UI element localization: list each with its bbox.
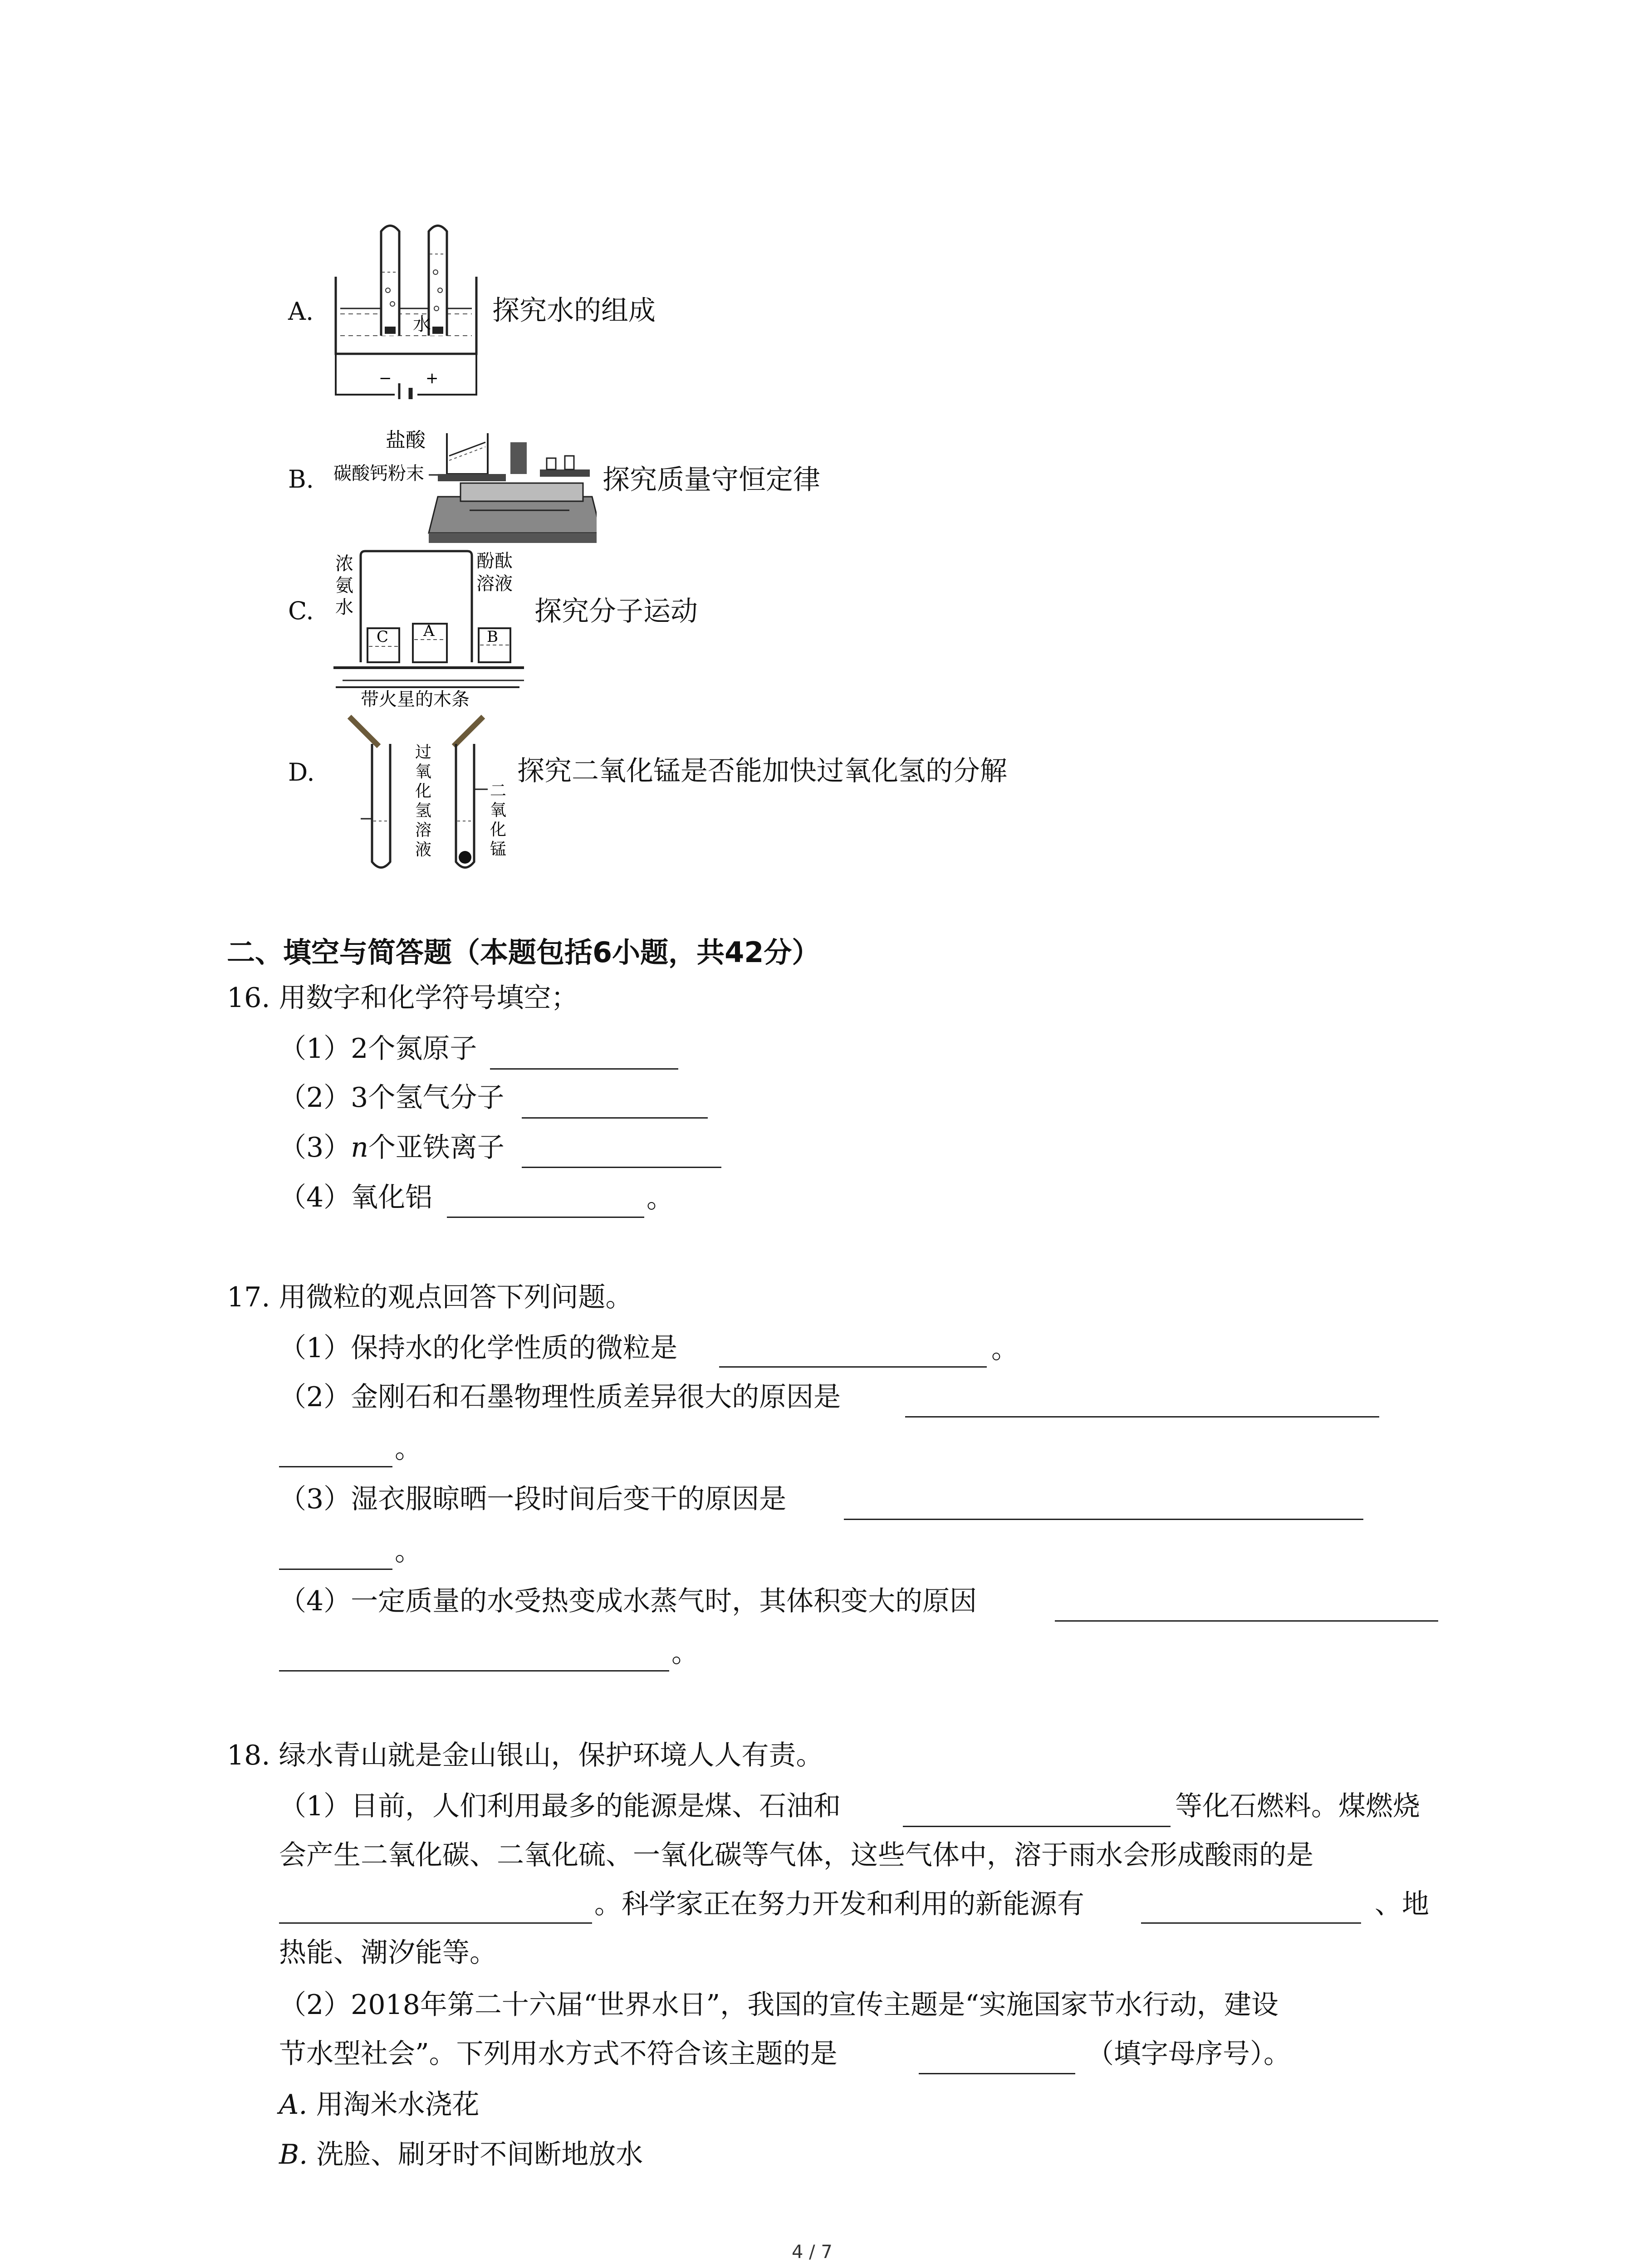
q18-p1-line1-a: （1）目前，人们利用最多的能源是煤、石油和 <box>279 1790 841 1822</box>
q17-item-4: （4）一定质量的水受热变成水蒸气时，其体积变大的原因 <box>279 1585 977 1617</box>
minus-label: − <box>379 369 392 387</box>
q18-choice-b-text: 洗脸、刷牙时不间断地放水 <box>316 2139 643 2170</box>
page-number: 4 / 7 <box>792 2242 833 2263</box>
q17-blank-2a[interactable] <box>905 1416 1379 1418</box>
q17-blank-4b[interactable] <box>279 1670 669 1672</box>
q16-blank-3[interactable] <box>522 1167 721 1168</box>
q16-blank-4[interactable] <box>447 1217 644 1218</box>
q17-end-3: 。 <box>395 1535 422 1567</box>
mno2-char-1: 二 <box>490 782 507 800</box>
powder-label: 碳酸钙粉末 <box>333 463 424 484</box>
q17-blank-2b[interactable] <box>279 1466 392 1467</box>
h2o2-char-5: 溶 <box>415 821 432 840</box>
acid-label: 盐酸 <box>386 429 426 452</box>
q16-stem: 16. 用数字和化学符号填空； <box>227 982 578 1014</box>
q18-choice-a <box>279 2089 480 2121</box>
q16-end-mark: 。 <box>647 1183 674 1214</box>
q17-item-2: （2）金刚石和石墨物理性质差异很大的原因是 <box>279 1381 841 1413</box>
q18-p1-line3-b: 、地 <box>1375 1888 1429 1920</box>
mno2-char-4: 锰 <box>490 840 507 859</box>
q18-p2-line2-a: 节水型社会”。下列用水方式不符合该主题的是 <box>279 2038 838 2070</box>
q18-blank-energy[interactable] <box>1141 1922 1361 1924</box>
q17-end-1: 。 <box>991 1333 1019 1365</box>
q17-blank-3a[interactable] <box>844 1519 1363 1520</box>
q18-blank-fossil[interactable] <box>903 1826 1171 1827</box>
electrolysis-figure <box>327 218 490 399</box>
ammonia-label-3: 水 <box>335 597 353 618</box>
q16-item-4: （4）氧化铝 <box>279 1182 433 1213</box>
q18-stem: 18. 绿水青山就是金山银山，保护环境人人有责。 <box>227 1740 823 1771</box>
q18-p1-line3-a: 。科学家正在努力开发和利用的新能源有 <box>594 1888 1084 1920</box>
q18-blank-choice[interactable] <box>919 2073 1075 2074</box>
q16-item-3-suffix: 个亚铁离子 <box>368 1132 505 1163</box>
q16-item-1: （1）2个氮原子 <box>279 1033 477 1065</box>
q18-blank-acid[interactable] <box>279 1922 592 1924</box>
q18-p1-line4: 热能、潮汐能等。 <box>279 1937 497 1969</box>
stick-label: 带火星的木条 <box>361 689 470 710</box>
beaker-c-label: C <box>377 628 389 646</box>
plus-label: + <box>426 369 439 387</box>
q16-item-3-var: n <box>351 1132 368 1163</box>
h2o2-char-1: 过 <box>415 743 432 762</box>
option-b-letter: B. <box>288 465 314 494</box>
h2o2-char-2: 氧 <box>415 763 432 781</box>
phenol-label-2: 溶液 <box>476 573 513 594</box>
q16-item-3 <box>279 1134 505 1161</box>
q16-item-2: （2）3个氢气分子 <box>279 1082 505 1114</box>
h2o2-char-4: 氢 <box>415 802 432 820</box>
h2o2-char-3: 化 <box>415 782 432 801</box>
q17-item-3: （3）湿衣服晾晒一段时间后变干的原因是 <box>279 1483 787 1515</box>
option-b-caption: 探究质量守恒定律 <box>603 464 820 496</box>
q17-blank-4a[interactable] <box>1055 1620 1438 1622</box>
mno2-char-2: 氧 <box>490 801 507 820</box>
q16-blank-1[interactable] <box>490 1068 678 1070</box>
ammonia-label-1: 浓 <box>335 553 353 574</box>
beaker-b-label: B <box>487 628 498 646</box>
balance-figure <box>333 424 597 551</box>
option-c-caption: 探究分子运动 <box>534 596 698 627</box>
q17-blank-3b[interactable] <box>279 1569 392 1570</box>
q17-blank-1[interactable] <box>719 1366 987 1368</box>
q18-choice-b-letter: B. <box>279 2139 308 2170</box>
water-label: 水 <box>413 314 431 335</box>
h2o2-char-6: 液 <box>415 841 432 859</box>
q16-blank-2[interactable] <box>522 1117 708 1119</box>
q18-p2-line2-b: （填字母序号）。 <box>1087 2038 1291 2070</box>
q18-p1-line2: 会产生二氧化碳、二氧化硫、一氧化碳等气体，这些气体中，溶于雨水会形成酸雨的是 <box>279 1839 1313 1871</box>
option-c-letter: C. <box>288 596 314 625</box>
q18-choice-a-text: 用淘米水浇花 <box>316 2089 480 2121</box>
option-d-caption: 探究二氧化锰是否能加快过氧化氢的分解 <box>517 755 1007 787</box>
option-a-letter: A. <box>288 297 314 326</box>
option-d-letter: D. <box>288 758 315 787</box>
q16-item-3-prefix: （3） <box>279 1132 351 1163</box>
phenol-label-1: 酚酞 <box>476 551 513 572</box>
q17-end-4: 。 <box>671 1637 699 1669</box>
beaker-a-label: A <box>423 622 435 640</box>
q17-item-1: （1）保持水的化学性质的微粒是 <box>279 1332 678 1364</box>
option-a-caption: 探究水的组成 <box>492 295 656 327</box>
q18-choice-a-letter: A. <box>279 2089 308 2121</box>
decomposition-figure <box>333 683 533 878</box>
q18-choice-b <box>279 2141 643 2168</box>
q18-p2-line1: （2）2018年第二十六届“世界水日”，我国的宣传主题是“实施国家节水行动，建设 <box>279 1989 1279 2021</box>
mno2-char-3: 化 <box>490 821 507 839</box>
q17-stem: 17. 用微粒的观点回答下列问题。 <box>227 1281 633 1313</box>
ammonia-label-2: 氨 <box>335 575 353 596</box>
section-title: 二、填空与简答题（本题包括6小题，共42分） <box>227 936 820 969</box>
q18-p1-line1-b: 等化石燃料。煤燃烧 <box>1175 1790 1420 1822</box>
q17-end-2: 。 <box>395 1433 422 1465</box>
molecule-motion-figure <box>333 549 529 699</box>
